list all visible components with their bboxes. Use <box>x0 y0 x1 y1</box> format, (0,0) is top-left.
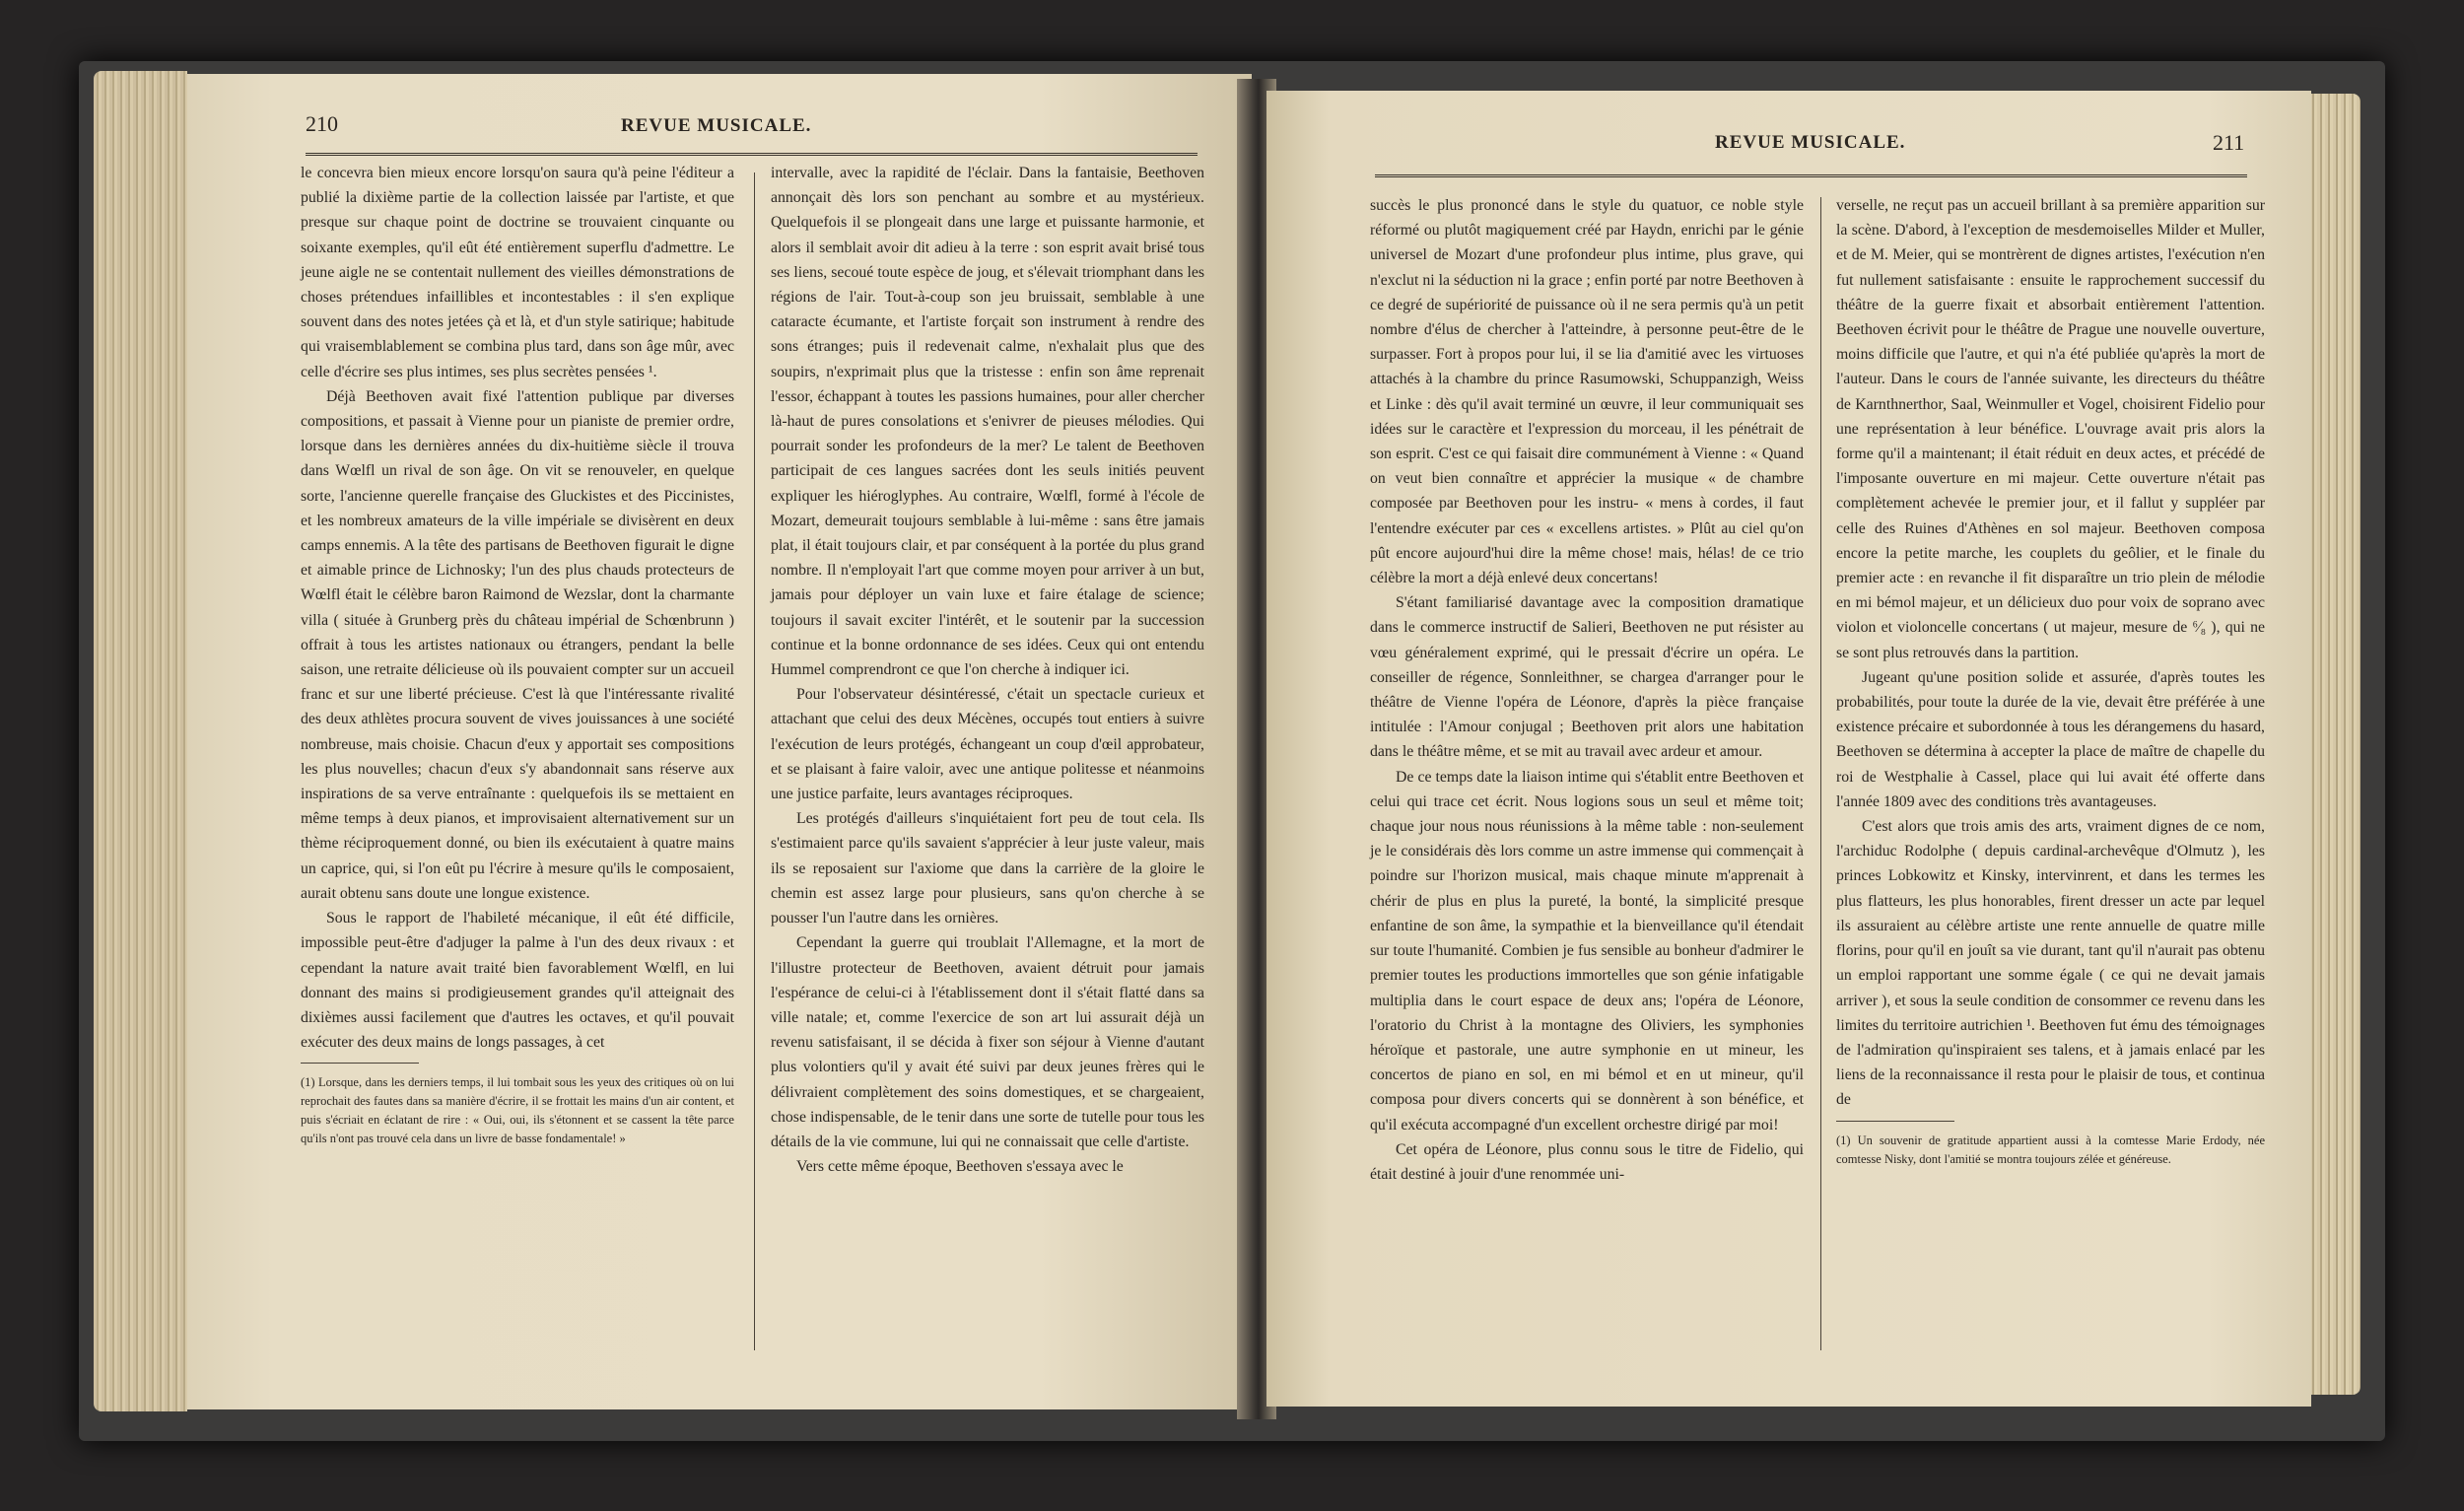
paragraph: S'étant familiarisé davantage avec la composition dramatique dans le commerce instructif de Salieri, Beethoven ne put résister au vœu généralement exprimé, qui le pressait d'écrire un opéra. Le conseiller de régence, Sonnleithner, se chargea d'arranger pour le théâtre de Vienne l'opéra de Léonore, d'après la pièce française intitulée : l'Amour conjugal ; Beethoven prit alors une habitation dans le théâtre même, et se mit au travail avec ardeur et amour. <box>1370 594 1804 761</box>
paragraph: C'est alors que trois amis des arts, vraiment dignes de ce nom, l'archiduc Rodolphe ( depuis cardinal-archevêque d'Olmutz ), les princes Lobkowitz et Kinsky, intervinrent, et dans les termes les plus flatteurs, les plus honorables, firent dresser un acte par lequel ils assuraient au célèbre artiste une rente annuelle de quatre mille florins, pour qu'il en jouît sa vie durant, tant qu'il n'aurait pas obtenu un emploi rapportant une somme égale ( ce qui ne devait jamais arriver ), et sous la seule condition de consommer ce revenu dans les limites du territoire autrichien ¹. Beethoven fut ému des témoignages de l'admiration qu'inspiraient ses talens, et à jamais enlacé par les liens de la reconnaissance il resta pour le plaisir de tous, et continua de <box>1836 818 2265 1109</box>
footnote: (1) Lorsque, dans les derniers temps, il lui tombait sous les yeux des critiques où on lui reprochait des fautes dans sa manière d'écrire, il se frottait les mains d'un air content, et puis s'écriait en éclatant de rire : « Oui, oui, ils s'étonnent et se cassent la tête parce qu'ils n'ont pas trouvé cela dans un livre de basse fondamentale! » <box>301 1075 734 1146</box>
paragraph: verselle, ne reçut pas un accueil brillant à sa première apparition sur la scène. D'abord, à l'exception de mesdemoiselles Milder et Muller, et de M. Meier, qui se montrèrent de dignes artistes, l'exécution n'en fut nullement satisfaisante : ensuite le rapprochement successif du théâtre de la guerre fixait et absorbait entièrement l'attention. Beethoven écrivit pour le théâtre de Prague une nouvelle ouverture, moins difficile que l'autre, et qui n'a été publiée qu'après la mort de l'auteur. Dans le cours de l'année suivante, les directeurs du théâtre de Karnthnerthor, Saal, Weinmuller et Vogel, choisirent Fidelio pour une représentation à leur bénéfice. L'ouvrage avait pris alors la forme qu'il a maintenant; il était réduit en deux actes, et précédé de l'imposante ouverture en mi majeur. Cette ouverture n'était pas complètement achevée le premier jour, et il fallut y suppléer par celle des Ruines d'Athènes en sol majeur. Beethoven composa encore la petite marche, les couplets du geôlier, et le finale du premier acte : en revanche il fit disparaître un trio plein de mélodie en mi bémol majeur, et un délicieux duo pour voix de soprano avec violon et violoncelle concertans ( ut majeur, mesure de ⁶⁄₈ ), qui ne se sont plus retrouvés dans la partition. <box>1836 197 2265 661</box>
column-1 <box>301 161 734 1148</box>
paragraph: Cet opéra de Léonore, plus connu sous le titre de Fidelio, qui était destiné à jouir d'une renommée uni- <box>1370 1140 1804 1183</box>
column-1 <box>1370 193 1804 1187</box>
header-rule <box>306 153 1198 156</box>
paragraph: intervalle, avec la rapidité de l'éclair. Dans la fantaisie, Beethoven annonçait dès lors son penchant au sombre et au mystérieux. Quelquefois il se plongeait dans une large et puissante harmonie, et alors il semblait avoir dit adieu à la terre : son esprit avait brisé tous ses liens, secoué toute espèce de joug, et s'élevait triomphant dans les régions de l'air. Tout-à-coup son jeu bruissait, semblable à une cataracte écumante, et l'artiste forçait son instrument à rendre des sons étranges; puis il redevenait calme, n'exhalait plus que des soupirs, n'exprimait plus que la tristesse : enfin son âme reprenait l'essor, échappant à toutes les passions humaines, pour aller chercher là-haut de pures consolations et s'enivrer de pieuses mélodies. Qui pourrait sonder les profondeurs de la mer? Le talent de Beethoven participait de ces langues sacrées dont les seuls initiés peuvent expliquer les hiéroglyphes. Au contraire, Wœlfl, formé à l'école de Mozart, demeurait toujours semblable à lui-même : sans être jamais plat, il était toujours clair, et par conséquent à la portée du plus grand nombre. Il n'employait l'art que comme moyen pour arriver à un but, jamais pour déployer un vain luxe et faire étalage de science; toujours il savait exciter l'intérêt, et le soutenir par la succession continue et la bonne ordonnance de ses idées. Ceux qui ont entendu Hummel comprendront ce que l'on cherche à indiquer ici. <box>771 165 1204 679</box>
running-header: REVUE MUSICALE. <box>1715 132 1906 153</box>
left-page-edges <box>94 71 187 1411</box>
paragraph: le concevra bien mieux encore lorsqu'on saura qu'à peine l'éditeur a publié la dixième partie de la collection laissée par l'artiste, et que presque sur chaque point de doctrine se trouvaient cinquante ou soixante exemples, qu'il eût été entièrement superflu d'admettre. Le jeune aigle ne se contentait nullement des vieilles démonstrations de choses prétendues infaillibles et incontestables : il s'en explique souvent dans des notes jetées çà et là, et d'un style satirique; habitude qui vraisemblablement se combina plus tard, dans son âge mûr, avec celle d'écrire ses plus intimes, ses plus secrètes pensées ¹. <box>301 165 734 380</box>
paragraph: Pour l'observateur désintéressé, c'était un spectacle curieux et attachant que celui des deux Mécènes, occupés tout entiers à suivre l'exécution de leurs protégés, échangeant un coup d'œil approbateur, et se plaisant à faire valoir, avec une antique politesse et néanmoins une justice parfaite, leurs avantages réciproques. <box>771 686 1204 803</box>
paragraph: Sous le rapport de l'habileté mécanique, il eût été difficile, impossible peut-être d'adjuger la palme à l'un des deux rivaux : et cependant la nature avait traité bien favorablement Wœlfl, en lui donnant des mains si prodigieusement grandes qu'il atteignait des dixièmes aussi facilement que d'autres les octaves, et qu'il pouvait exécuter des deux mains de longs passages, à cet <box>301 910 734 1052</box>
footnote-rule <box>301 1063 419 1064</box>
page-number: 210 <box>306 111 338 136</box>
running-header: REVUE MUSICALE. <box>621 115 812 136</box>
paragraph: Jugeant qu'une position solide et assurée, d'après toutes les probabilités, pour toute la durée de la vie, devait être préférée à une existence précaire et subordonnée à tous les dérangemens du hasard, Beethoven se détermina à accepter la place de maître de chapelle du roi de Westphalie à Cassel, place qui lui avait été offerte dans l'année 1809 avec des conditions très avantageuses. <box>1836 668 2265 810</box>
column-2 <box>1836 193 2265 1169</box>
page-number: 211 <box>2213 130 2245 155</box>
column-divider <box>754 172 755 1350</box>
paragraph: succès le plus prononcé dans le style du quatuor, ce noble style réformé ou plutôt magiquement créé par Haydn, enrichi par le génie universel de Mozart d'une profondeur plus intime, plus grave, qui n'exclut ni la séduction ni la grace ; enfin porté par notre Beethoven à ce degré de supériorité de puissance où il ne sera permis qu'à un petit nombre d'élus de chercher à l'atteindre, à personne peut-être de le surpasser. Fort à propos pour lui, il se lia d'amitié avec les virtuoses attachés à la chambre du prince Rasumowski, Schuppanzigh, Weiss et Linke : dès qu'il avait terminé un œuvre, il leur communiquait ses idées sur le caractère et l'expression du morceau, il les pénétrait de son esprit. C'est ce qui faisait dire communément à Vienne : « Quand on veut bien connaître et apprécier la musique « de chambre composée par Beethoven pour les instru- « mens à cordes, il faut l'entendre exécuter par ces « excellens artistes. » Plût au ciel qu'on pût encore aujourd'hui dire la même chose! mais, hélas! de ce trio célèbre la mort a déjà enlevé deux concertans! <box>1370 197 1804 587</box>
paragraph: De ce temps date la liaison intime qui s'établit entre Beethoven et celui qui trace cet écrit. Nous logions sous un seul et même toit; chaque jour nous nous réunissions à la même table : non-seulement je le considérais dès lors comme un astre immense qui commençait à poindre sur l'horizon musical, mais chaque minute m'apprenait à chérir de plus en plus la pureté, la bonté, la simplicité presque enfantine de son âme, la sympathie et la bienveillance qu'il étendait sur toute l'humanité. Combien je fus sensible au bonheur d'admirer le premier toutes les productions immortelles que son génie infatigable multiplia dans le court espace de deux ans; l'opéra de Léonore, l'oratorio du Christ à la montagne des Oliviers, les symphonies héroïque et pastorale, une autre symphonie en ut mineur, les concertos de piano en sol, en mi bémol et en ut mineur, qu'il composa pour divers concerts qui se donnèrent à son bénéfice, et qu'il exécuta accompagné d'un excellent orchestre dirigé par moi! <box>1370 768 1804 1133</box>
column-divider <box>1820 197 1821 1350</box>
paragraph: Cependant la guerre qui troublait l'Allemagne, et la mort de l'illustre protecteur de Beethoven, avaient détruit pour jamais l'espérance de celui-ci à l'établissement dont il s'était flatté dans sa ville natale; et, comme l'exercice de son art lui assurait déjà un revenu satisfaisant, il se décida à fixer son séjour à Vienne d'autant plus volontiers qu'il y avait été suivi par deux jeunes frères qui le délivraient complètement des soins domestiques, et se chargeaient, chose indispensable, de le tenir dans une sorte de tutelle pour tous les détails de la vie commune, lui qui ne connaissait que celle d'artiste. <box>771 934 1204 1150</box>
right-page <box>1266 91 2311 1407</box>
paragraph: Déjà Beethoven avait fixé l'attention publique par diverses compositions, et passait à Vienne pour un pianiste de premier ordre, lorsque dans les dernières années du dix-huitième siècle il trouva dans Wœlfl un rival de son âge. On vit se renouveler, en quelque sorte, l'ancienne querelle française des Gluckistes et des Piccinistes, et les nombreux amateurs de la ville impériale se divisèrent en deux camps ennemis. A la tête des partisans de Beethoven figurait le digne et aimable prince de Lichnosky; l'un des plus chauds protecteurs de Wœlfl était le célèbre baron Raimond de Wezslar, dont la charmante villa ( située à Grunberg près du château impérial de Schœnbrunn ) offrait à tous les artistes nationaux ou étrangers, pendant la belle saison, une retraite délicieuse où ils pouvaient compter sur un accueil franc et sur une liberté précieuse. C'est là que l'intéressante rivalité des deux athlètes procura souvent de vives jouissances à une société nombreuse, mais choisie. Chacun d'eux y apportait ses compositions les plus nouvelles; chacun d'eux s'y abandonnait sans réserve aux inspirations de sa verve entraînante : quelquefois ils se mettaient en même temps à deux pianos, et improvisaient alternativement sur un thème réciproquement donné, ou bien ils exécutaient à quatre mains un caprice, qui, si l'on eût pu l'écrire à mesure qu'ils le composaient, aurait obtenu sans doute une longue existence. <box>301 387 734 902</box>
footnote: (1) Un souvenir de gratitude appartient aussi à la comtesse Marie Erdody, née comtesse Nisky, dont l'amitié se montra toujours zélée et généreuse. <box>1836 1133 2265 1166</box>
left-page <box>187 74 1252 1409</box>
footnote-rule <box>1836 1121 1954 1122</box>
header-rule <box>1375 174 2247 177</box>
paragraph: Les protégés d'ailleurs s'inquiétaient fort peu de tout cela. Ils s'estimaient parce qu'ils savaient s'apprécier à leur juste valeur, mais ils se reposaient sur l'axiome que dans la carrière de la gloire le chemin est assez large pour plusieurs, sans qu'on cherche à se pousser l'un l'autre dans les ornières. <box>771 810 1204 927</box>
paragraph: Vers cette même époque, Beethoven s'essaya avec le <box>796 1158 1124 1176</box>
column-2 <box>771 161 1204 1179</box>
